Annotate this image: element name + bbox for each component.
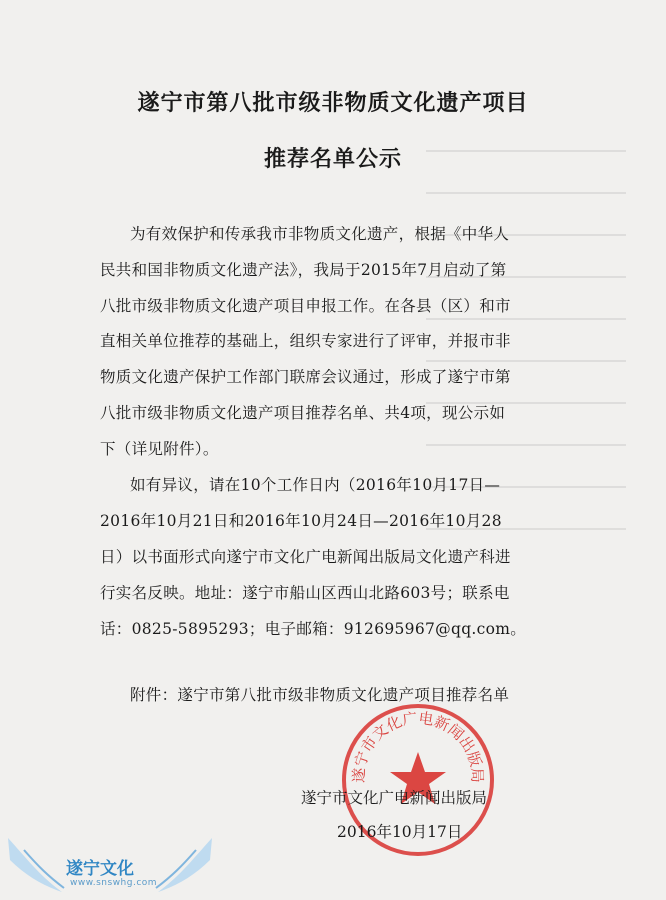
watermark-title: 遂宁文化 xyxy=(66,859,134,879)
signature-date: 2016年10月17日 xyxy=(337,823,463,841)
signature-org: 遂宁市文化广电新闻出版局 xyxy=(301,789,488,807)
body-line: 如有异议，请在10个工作日内（2016年10月17日— xyxy=(130,476,501,494)
body-line: 行实名反映。地址：遂宁市船山区西山北路603号；联系电 xyxy=(100,584,510,602)
bleed-through-shadow xyxy=(426,110,626,530)
body-line: 物质文化遗产保护工作部门联席会议通过，形成了遂宁市第 xyxy=(100,368,511,386)
body-line: 2016年10月21日和2016年10月24日—2016年10月28 xyxy=(100,512,502,530)
attachment-line: 附件：遂宁市第八批市级非物质文化遗产项目推荐名单 xyxy=(130,686,510,704)
body-line: 为有效保护和传承我市非物质文化遗产，根据《中华人 xyxy=(130,225,510,243)
document-title-line2: 推荐名单公示 xyxy=(263,146,402,172)
body-line: 日）以书面形式向遂宁市文化广电新闻出版局文化遗产科进 xyxy=(100,548,511,566)
document-title-line1: 遂宁市第八批市级非物质文化遗产项目 xyxy=(137,90,529,116)
body-line: 八批市级非物质文化遗产项目申报工作。在各县（区）和市 xyxy=(100,297,511,315)
body-line: 下（详见附件）。 xyxy=(100,440,219,458)
body-line: 直相关单位推荐的基础上，组织专家进行了评审，并报市非 xyxy=(100,332,511,350)
body-line: 八批市级非物质文化遗产项目推荐名单、共4项，现公示如 xyxy=(100,404,506,422)
watermark-url: www.snswhg.com xyxy=(70,878,158,888)
body-line: 民共和国非物质文化遗产法》，我局于2015年7月启动了第 xyxy=(100,261,507,279)
seal-text: 遂宁市文化广电新闻出版局 xyxy=(349,709,487,784)
body-line: 话：0825-5895293；电子邮箱：912695967@qq.com。 xyxy=(100,620,527,638)
